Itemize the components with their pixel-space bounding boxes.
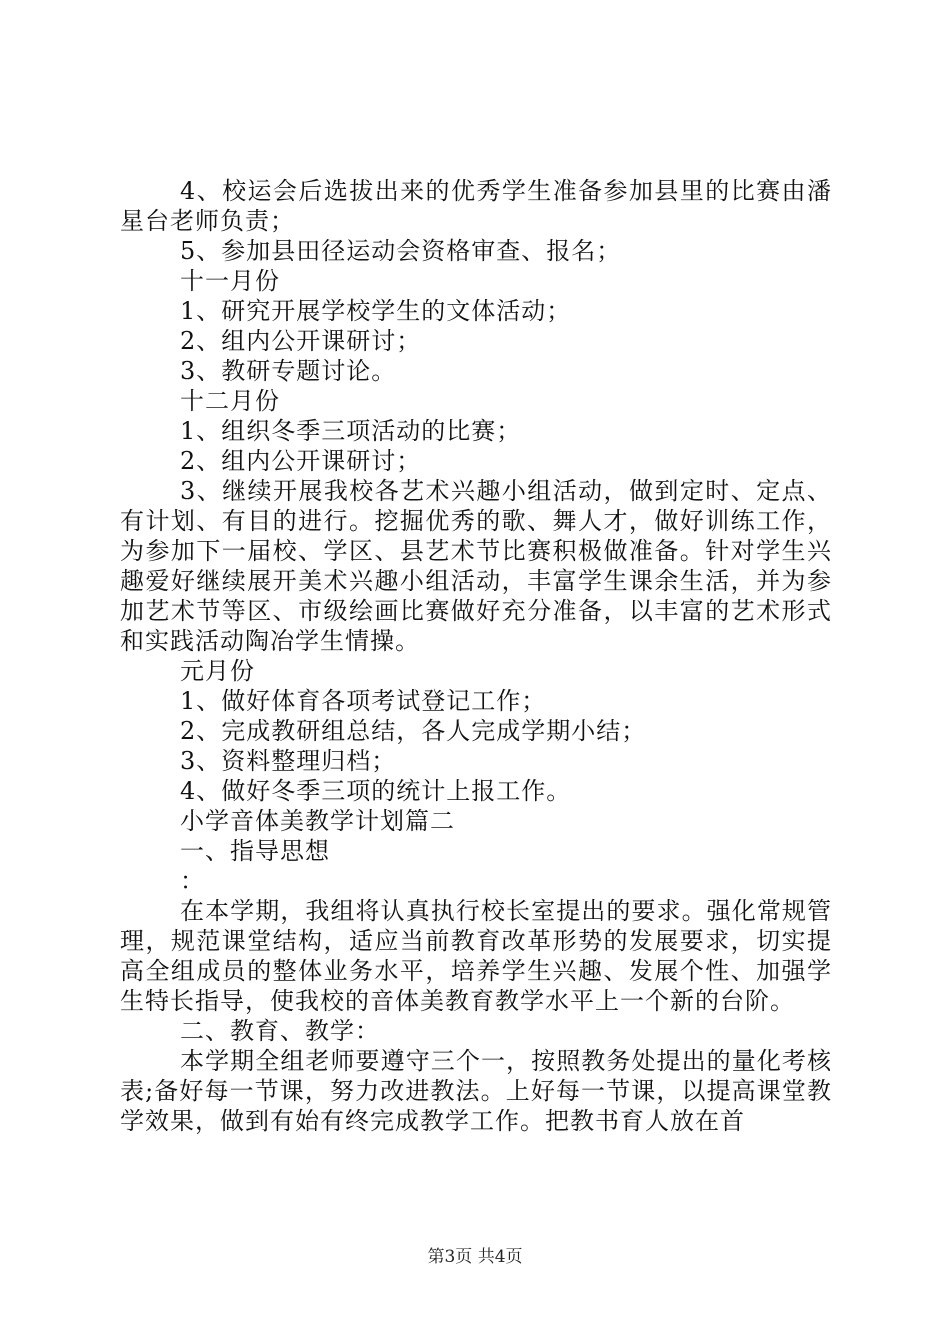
paragraph: 1、做好体育各项考试登记工作；: [180, 687, 547, 715]
document-body: [120, 176, 832, 1136]
paragraph: 本学期全组老师要遵守三个一，按照教务处提出的量化考核表;备好每一节课，努力改进教法。上好每一节课，以提高课堂教学效果，做到有始有终完成教学工作。把教书育人放在首: [120, 1047, 832, 1135]
section-heading: 元月份: [180, 657, 255, 685]
paragraph: 2、组内公开课研讨；: [180, 327, 422, 355]
paragraph: 在本学期，我组将认真执行校长室提出的要求。强化常规管理，规范课堂结构，适应当前教育改革形势的发展要求，切实提高全组成员的整体业务水平，培养学生兴趣、发展个性、加强学生特长指导，使我校的音体美教育教学水平上一个新的台阶。: [120, 897, 832, 1015]
page-number-label: 第3页 共4页: [427, 1247, 523, 1267]
section-heading: 一、指导思想: [180, 837, 330, 865]
paragraph: 1、组织冬季三项活动的比赛；: [180, 417, 522, 445]
section-heading: 十一月份: [180, 267, 280, 295]
paragraph: 2、组内公开课研讨；: [180, 447, 422, 475]
section-heading: 二、教育、教学：: [180, 1017, 380, 1045]
paragraph: ：: [180, 867, 205, 895]
document-subtitle: 小学音体美教学计划篇二: [180, 807, 455, 835]
page-footer: [0, 1242, 950, 1267]
paragraph: 4、校运会后选拔出来的优秀学生准备参加县里的比赛由潘星台老师负责；: [120, 177, 832, 235]
paragraph: 1、研究开展学校学生的文体活动；: [180, 297, 572, 325]
paragraph: 5、参加县田径运动会资格审查、报名；: [180, 237, 622, 265]
section-heading: 十二月份: [180, 387, 280, 415]
paragraph: 4、做好冬季三项的统计上报工作。: [180, 777, 572, 805]
paragraph: 3、继续开展我校各艺术兴趣小组活动，做到定时、定点、有计划、有目的进行。挖掘优秀的歌、舞人才，做好训练工作，为参加下一届校、学区、县艺术节比赛积极做准备。针对学生兴趣爱好继续展开美术兴趣小组活动，丰富学生课余生活，并为参加艺术节等区、市级绘画比赛做好充分准备，以丰富的艺术形式和实践活动陶冶学生情操。: [120, 477, 832, 655]
paragraph: 3、教研专题讨论。: [180, 357, 397, 385]
paragraph: 2、完成教研组总结，各人完成学期小结；: [180, 717, 647, 745]
paragraph: 3、资料整理归档；: [180, 747, 397, 775]
